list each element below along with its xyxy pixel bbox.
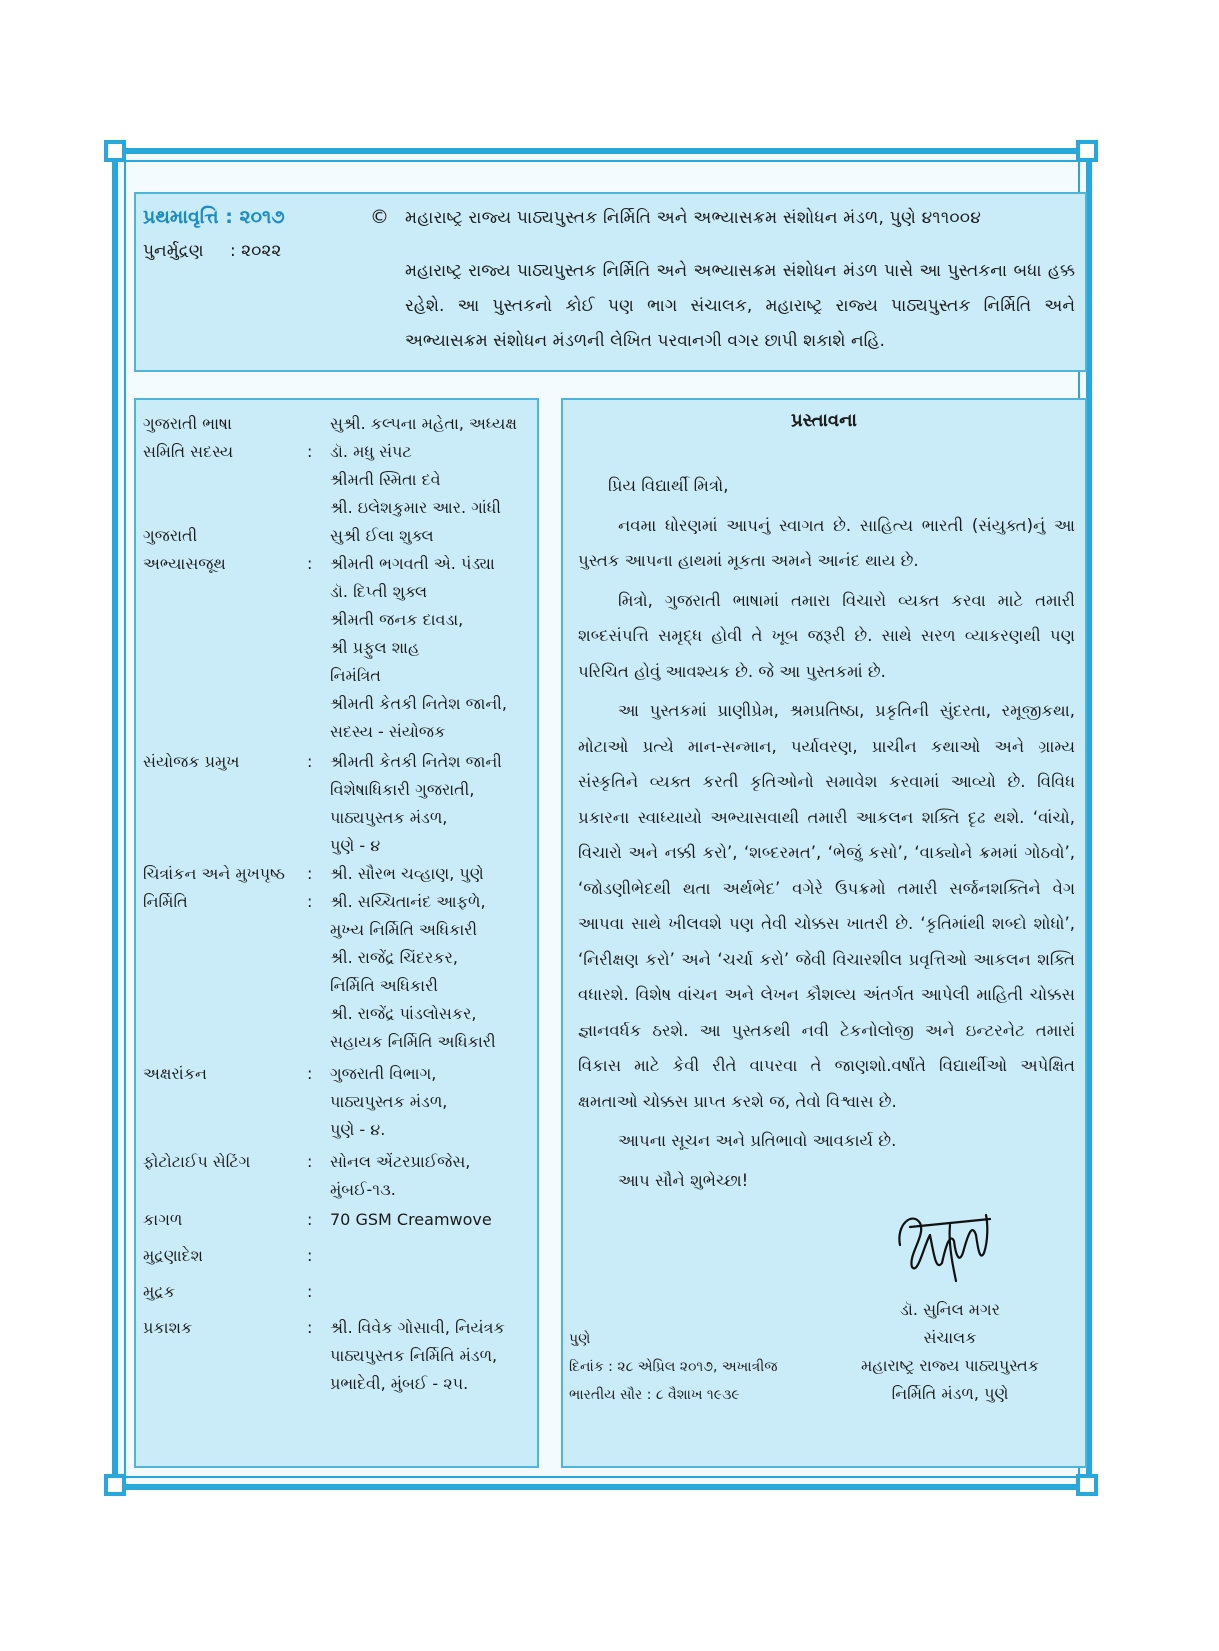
place-date-block (569, 1325, 777, 1409)
preface-paragraph: આપ સૌને શુભેચ્છા! (618, 1170, 749, 1190)
credit-label-line: ચિત્રાંકન અને મુખપૃષ્ઠ (143, 864, 285, 883)
credit-value: શ્રી. ઇલેશકુમાર આર. ગાંધી (330, 498, 501, 517)
preface-date: દિનાંક : ૨૮ એપ્રિલ ૨૦૧૭, અખાત્રીજ (569, 1359, 778, 1375)
credit-value: નિર્મિતિ અધિકારી (330, 976, 438, 995)
credit-value: 70 GSM Creamwove (330, 1210, 492, 1229)
credit-values (330, 1314, 505, 1398)
credit-value: ડૉ. દિપ્તી શુક્લ (330, 582, 428, 601)
credit-value: શ્રીમતી જનક દાવડા, (330, 610, 464, 629)
copyright-line: મહારાષ્ટ્ર રાજ્ય પાઠ્યપુસ્તક નિર્મિતિ અને અભ્યાસક્રમ સંશોધન મંડળ, પુણે ૪૧૧૦૦૪ (405, 208, 981, 228)
credit-value: વિશેષાધિકારી ગુજરાતી, (330, 780, 475, 799)
rights-text: મહારાષ્ટ્ર રાજ્ય પાઠ્યપુસ્તક નિર્મિતિ અને અભ્યાસક્રમ સંશોધન મંડળ પાસે આ પુસ્તકના બધા હક્ક રહેશે. આ પુસ્તકનો કોઈ પણ ભાગ સંચાલક, મહારાષ્ટ્ર રાજ્ય પાઠ્યપુસ્તક નિર્મિતિ અને અભ્યાસક્રમ સંશોધન મંડળની લેખિત પરવાનગી વગર છાપી શકાશે નહિ. (405, 261, 1075, 351)
credit-values (330, 1060, 447, 1144)
frame-corner-ornament (104, 1474, 126, 1496)
signatory-name: ડૉ. સુનિલ મગર (899, 1300, 1000, 1319)
preface-title: પ્રસ્તાવના (791, 410, 857, 431)
signatory-block (830, 1296, 1070, 1408)
credit-label-line: સમિતિ સદસ્ય (143, 442, 234, 461)
credit-value: શ્રી. રાજેંદ્ર ચિંદરકર, (330, 948, 458, 967)
preface-paragraph: આપના સૂચન અને પ્રતિભાવો આવકાર્ય છે. (618, 1131, 897, 1150)
credit-value: શ્રી. વિવેક ગોસાવી, નિયંત્રક (330, 1318, 505, 1337)
credit-label-line: ગુજરાતી (143, 526, 198, 545)
preface-saka-date: ભારતીય સૌર : ૮ વૈશાખ ૧૯૩૯ (569, 1387, 740, 1403)
credit-value: ડૉ. મધુ સંપટ (330, 442, 412, 461)
credit-value: શ્રીમતી સ્મિતા દવે (330, 470, 441, 489)
credit-label-line: કાગળ (143, 1210, 183, 1229)
credit-values (330, 888, 496, 1056)
credit-label-line: નિર્મિતિ (143, 892, 188, 911)
credit-colon: : (307, 864, 313, 883)
credit-label (143, 1206, 182, 1234)
credit-label-line: પ્રકાશક (143, 1318, 193, 1337)
credit-value: ગુજરાતી વિભાગ, (330, 1064, 437, 1083)
credit-value: પુણે - ૪ (330, 836, 381, 855)
credit-value: સદસ્ય - સંયોજક (330, 722, 446, 741)
credit-label (143, 1060, 207, 1088)
reprint-label: પુનર્મુદ્રણ (143, 241, 204, 261)
credit-value: સુશ્રી ઈલા શુક્લ (330, 526, 434, 545)
preface-paragraph: આ પુસ્તકમાં પ્રાણીપ્રેમ, શ્રમપ્રતિષ્ઠા, પ્રકૃતિની સુંદરતા, રમૂજીકથા, મોટાઓ પ્રત્યે માન-સન્માન, પર્યાવરણ, પ્રાચીન કથાઓ અને ગ્રામ્ય સંસ્કૃતિને વ્યક્ત કરતી કૃતિઓનો સમાવેશ કરવામાં આવ્યો છે. વિવિધ પ્રકારના સ્વાધ્યાયો અભ્યાસવાથી તમારી આકલન શક્તિ દૃઢ થશે. ‘વાંચો, વિચારો અને નક્કી કરો’, ‘શબ્દરમત’, ‘ભેજું કસો’, ‘વાક્યોને ક્રમમાં ગોઠવો’, ‘જોડણીભેદથી થતા અર્થભેદ’ વગેરે ઉપક્રમો તમારી સર્જનશક્તિને વેગ આપવા સાથે ખીલવશે પણ તેવી ચોક્કસ ખાતરી છે. ‘કૃતિમાંથી શબ્દો શોધો’, ‘નિરીક્ષણ કરો’ અને ‘ચર્ચા કરો’ જેવી વિચારશીલ પ્રવૃત્તિઓ આકલન શક્તિ વધારશે. વિશેષ વાંચન અને લેખન કૌશલ્ય અંતર્ગત આપેલી માહિતી ચોક્કસ જ્ઞાનવર્ધક ઠરશે. આ પુસ્તકથી નવી ટેકનોલોજી અને ઇન્ટરનેટ તમારાં વિકાસ માટે કેવી રીતે વાપરવા તે જાણશો.વર્ષાંતે વિદ્યાર્થીઓ અપેક્ષિત ક્ષમતાઓ ચોક્કસ પ્રાપ્ત કરશે જ, તેવો વિશ્વાસ છે. (578, 701, 1075, 1111)
credit-value: નિમંત્રિત (330, 666, 381, 685)
credit-label-line: અક્ષરાંકન (143, 1064, 207, 1083)
credit-value: મુંબઈ-૧૩. (330, 1180, 396, 1199)
credit-label-line: અભ્યાસજૂથ (143, 554, 226, 573)
credit-colon: : (307, 1210, 313, 1229)
credit-value: પુણે - ૪. (330, 1120, 386, 1139)
preface-greeting: પ્રિય વિદ્યાર્થી મિત્રો, (608, 476, 729, 495)
credit-value: સહાયક નિર્મિતિ અધિકારી (330, 1032, 496, 1051)
credit-colon: : (307, 1318, 313, 1337)
credit-value: પાઠ્યપુસ્તક મંડળ, (330, 808, 448, 827)
credit-colon: : (307, 1246, 313, 1265)
credit-label-line: મુદ્રક (143, 1282, 176, 1301)
credit-colon: : (307, 1152, 313, 1171)
credit-values (330, 860, 484, 888)
credit-label (143, 410, 233, 466)
preface-place: પુણે (569, 1331, 591, 1347)
credit-label (143, 748, 239, 776)
credit-label (143, 1278, 175, 1306)
credit-label-line: ગુજરાતી ભાષા (143, 414, 232, 433)
first-edition: પ્રથમાવૃત્તિ : ૨૦૧૭ (143, 206, 285, 228)
signatory-role: સંચાલક (923, 1328, 977, 1347)
signatory-org: મહારાષ્ટ્ર રાજ્ય પાઠ્યપુસ્તક (860, 1356, 1040, 1375)
credit-label (143, 1314, 192, 1342)
frame-corner-ornament (1076, 1474, 1098, 1496)
credit-value: શ્રી પ્રફુલ શાહ (330, 638, 420, 657)
credit-label-line: ફોટોટાઈપ સેટિંગ (143, 1152, 251, 1171)
credit-label-line: મુદ્રણાદેશ (143, 1246, 203, 1265)
credit-colon: : (307, 1282, 313, 1301)
credit-value: શ્રીમતી ભગવતી એ. પંડ્યા (330, 554, 495, 573)
signatory-org: નિર્મિતિ મંડળ, પુણે (891, 1384, 1009, 1403)
preface-body (578, 468, 1075, 1198)
credit-value: સુશ્રી. કલ્પના મહેતા, અધ્યક્ષ (330, 414, 517, 433)
credit-value: મુખ્ય નિર્મિતિ અધિકારી (330, 920, 478, 939)
credit-label (143, 860, 285, 888)
credit-label-line: સંયોજક પ્રમુખ (143, 752, 240, 771)
credit-values (330, 1148, 470, 1204)
credit-colon: : (307, 442, 313, 461)
credit-label (143, 888, 188, 916)
preface-paragraph: મિત્રો, ગુજરાતી ભાષામાં તમારા વિચારો વ્યક્ત કરવા માટે તમારી શબ્દસંપત્તિ સમૃદ્ધ હોવી તે ખૂબ જરૂરી છે. સાથે સરળ વ્યાકરણથી પણ પરિચિત હોવું આવશ્યક છે. જે આ પુસ્તકમાં છે. (578, 590, 1075, 681)
credit-values (330, 410, 517, 522)
frame-corner-ornament (104, 140, 126, 162)
credit-label (143, 1242, 203, 1270)
credit-value: શ્રી. સૌરભ ચવ્હાણ, પુણે (330, 864, 484, 883)
frame-corner-ornament (1076, 140, 1098, 162)
credit-value: સોનલ એંટરપ્રાઈજેસ, (330, 1152, 471, 1171)
credit-label (143, 522, 226, 578)
reprint-year: : ૨૦૨૨ (230, 241, 282, 261)
credit-value: શ્રીમતી કેતકી નિતેશ જાની (330, 752, 502, 771)
credit-value: શ્રીમતી કેતકી નિતેશ જાની, (330, 694, 507, 713)
signature-image (890, 1205, 1000, 1285)
credit-colon: : (307, 892, 313, 911)
credit-value: શ્રી. રાજેંદ્ર પાંડલોસકર, (330, 1004, 477, 1023)
credit-value: પાઠ્યપુસ્તક મંડળ, (330, 1092, 448, 1111)
credit-value: પાઠ્યપુસ્તક નિર્મિતિ મંડળ, (330, 1346, 498, 1365)
copyright-symbol: © (370, 206, 389, 228)
credit-value: પ્રભાદેવી, મુંબઈ - ૨૫. (330, 1374, 469, 1393)
credit-values (330, 748, 502, 860)
credit-values (330, 522, 507, 746)
credit-values (330, 1206, 492, 1234)
credit-colon: : (307, 1064, 313, 1083)
credit-colon: : (307, 554, 313, 573)
credit-value: શ્રી. સચ્ચિતાનંદ આફળે, (330, 892, 486, 911)
preface-paragraph: નવમા ધોરણમાં આપનું સ્વાગત છે. સાહિત્ય ભારતી (સંયુક્ત)નું આ પુસ્તક આપના હાથમાં મૂકતા અમને આનંદ થાય છે. (578, 515, 1075, 570)
credit-label (143, 1148, 250, 1176)
credit-colon: : (307, 752, 313, 771)
